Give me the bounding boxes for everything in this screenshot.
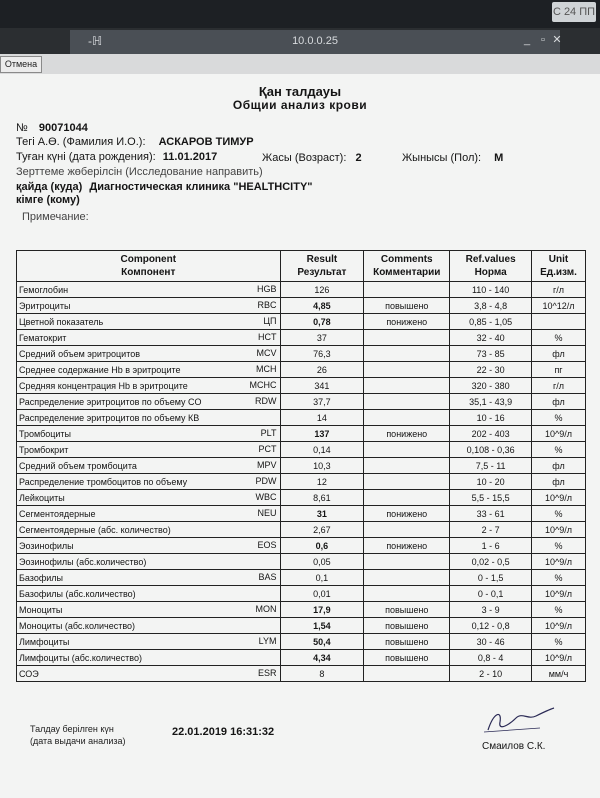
row-name [17, 522, 281, 538]
table-row [17, 426, 586, 442]
row-name-text: Тромбокрит [19, 444, 69, 455]
row-comment: повышено [364, 298, 450, 314]
row-name-text: Средняя концентрация Hb в эритроците [19, 380, 188, 391]
row-unit: 10^9/л [532, 650, 586, 666]
row-name-text: Тромбоциты [19, 428, 72, 439]
row-comment [364, 346, 450, 362]
table-row [17, 506, 586, 522]
row-code: MCHC [249, 380, 277, 390]
row-comment [364, 586, 450, 602]
table-row [17, 458, 586, 474]
issued-label-ru: (дата выдачи анализа) [30, 736, 126, 746]
row-ref: 35,1 - 43,9 [450, 394, 532, 410]
row-unit: % [532, 442, 586, 458]
row-comment [364, 666, 450, 682]
row-name-text: Распределение эритроцитов по объему КВ [19, 412, 200, 423]
row-comment: понижено [364, 426, 450, 442]
row-result: 4,34 [280, 650, 364, 666]
row-comment [364, 474, 450, 490]
table-row [17, 282, 586, 298]
comments-header: Comments Комментарии [364, 251, 450, 282]
row-comment [364, 522, 450, 538]
row-code: LYM [258, 636, 277, 646]
row-name-text: Базофилы (абс.количество) [19, 588, 136, 599]
table-row [17, 298, 586, 314]
row-name [17, 506, 281, 522]
row-result: 10,3 [280, 458, 364, 474]
row-code: HGB [257, 284, 277, 294]
table-row [17, 666, 586, 682]
row-ref: 0,108 - 0,36 [450, 442, 532, 458]
row-comment [364, 282, 450, 298]
result-header: Result Результат [280, 251, 364, 282]
row-comment: повышено [364, 602, 450, 618]
report-document [0, 74, 600, 798]
row-ref: 7,5 - 11 [450, 458, 532, 474]
sex-value: М [494, 152, 504, 164]
sex-line [402, 152, 503, 164]
row-comment [364, 410, 450, 426]
table-row [17, 474, 586, 490]
row-unit: 10^9/л [532, 426, 586, 442]
row-name-text: Сегментоядерные (абс. количество) [19, 524, 171, 535]
row-result: 0,14 [280, 442, 364, 458]
row-comment [364, 570, 450, 586]
row-result: 31 [280, 506, 364, 522]
top-badge: C 24 ПП [552, 2, 596, 22]
row-ref: 10 - 16 [450, 410, 532, 426]
row-result: 12 [280, 474, 364, 490]
row-code: PCT [258, 444, 277, 454]
table-row [17, 410, 586, 426]
row-comment: понижено [364, 506, 450, 522]
table-row [17, 394, 586, 410]
row-result: 0,05 [280, 554, 364, 570]
row-code: ESR [258, 668, 277, 678]
row-name [17, 346, 281, 362]
row-result: 8 [280, 666, 364, 682]
row-name-text: Гемоглобин [19, 284, 69, 295]
row-code: HCT [258, 332, 277, 342]
name-label: Тегі А.Ө. (Фамилия И.О.): [16, 136, 146, 148]
row-result: 14 [280, 410, 364, 426]
number-line [16, 122, 88, 134]
row-result: 137 [280, 426, 364, 442]
row-code: MON [255, 604, 277, 614]
row-name [17, 554, 281, 570]
table-row [17, 538, 586, 554]
row-name [17, 490, 281, 506]
minimize-icon[interactable]: _ [523, 34, 531, 46]
name-line [16, 136, 254, 148]
row-comment [364, 362, 450, 378]
row-name [17, 378, 281, 394]
row-name [17, 602, 281, 618]
row-name [17, 394, 281, 410]
row-name [17, 410, 281, 426]
remote-session-titlebar [70, 30, 560, 54]
patient-name: АСКАРОВ ТИМУР [158, 136, 254, 148]
row-comment [364, 554, 450, 570]
table-row [17, 602, 586, 618]
row-name-text: Цветной показатель [19, 316, 104, 327]
row-ref: 33 - 61 [450, 506, 532, 522]
row-name [17, 586, 281, 602]
pin-icon[interactable]: -ℍ [88, 34, 103, 48]
table-row [17, 346, 586, 362]
row-result: 0,01 [280, 586, 364, 602]
row-name-text: Средний объем эритроцитов [19, 348, 141, 359]
title-kz: Қан талдауы [258, 84, 342, 99]
row-code: PDW [255, 476, 277, 486]
note-label: Примечание: [22, 211, 89, 223]
row-name-text: Лимфоциты (абс.количество) [19, 652, 142, 663]
title-ru: Общии анализ крови [232, 98, 368, 112]
row-result: 2,67 [280, 522, 364, 538]
row-comment [364, 394, 450, 410]
row-name-text: Моноциты (абс.количество) [19, 620, 136, 631]
row-ref: 0,8 - 4 [450, 650, 532, 666]
table-row [17, 378, 586, 394]
row-code: MCV [256, 348, 277, 358]
row-unit: 10^9/л [532, 490, 586, 506]
row-ref: 10 - 20 [450, 474, 532, 490]
table-row [17, 490, 586, 506]
row-ref: 0,02 - 0,5 [450, 554, 532, 570]
row-name-text: Распределение эритроцитов по объему CO [19, 396, 202, 407]
row-ref: 1 - 6 [450, 538, 532, 554]
row-ref: 110 - 140 [450, 282, 532, 298]
row-result: 0,6 [280, 538, 364, 554]
row-unit: % [532, 538, 586, 554]
row-unit: фл [532, 458, 586, 474]
row-comment [364, 458, 450, 474]
row-code: ЦП [263, 316, 277, 326]
row-name-text: Гематокрит [19, 332, 67, 343]
desktop-strip [0, 0, 600, 28]
row-result: 0,78 [280, 314, 364, 330]
row-ref: 2 - 10 [450, 666, 532, 682]
unit-header: Unit Ед.изм. [532, 251, 586, 282]
row-result: 76,3 [280, 346, 364, 362]
row-unit: фл [532, 394, 586, 410]
age-line [262, 152, 362, 164]
issued-date: 22.01.2019 16:31:32 [172, 726, 275, 738]
row-name-text: Эозинофилы [19, 540, 74, 551]
whom-label: кімге (кому) [16, 194, 80, 206]
row-code: MPV [257, 460, 277, 470]
row-code: PLT [260, 428, 277, 438]
row-name [17, 298, 281, 314]
row-name [17, 634, 281, 650]
row-name-text: Лейкоциты [19, 492, 65, 503]
row-name [17, 362, 281, 378]
sex-label: Жынысы (Пол): [402, 152, 482, 164]
row-ref: 22 - 30 [450, 362, 532, 378]
age-value: 2 [355, 152, 362, 164]
row-name [17, 426, 281, 442]
age-label: Жасы (Возраст): [262, 152, 347, 164]
row-unit: пг [532, 362, 586, 378]
row-comment [364, 378, 450, 394]
row-result: 8,61 [280, 490, 364, 506]
row-code: BAS [258, 572, 277, 582]
component-header: Component Компонент [17, 251, 281, 282]
row-unit: % [532, 330, 586, 346]
row-unit: г/л [532, 282, 586, 298]
row-result: 4,85 [280, 298, 364, 314]
row-result: 17,9 [280, 602, 364, 618]
row-ref: 3,8 - 4,8 [450, 298, 532, 314]
row-unit: фл [532, 346, 586, 362]
row-code: EOS [257, 540, 277, 550]
where-label: қайда (куда) [16, 181, 83, 193]
window-title: 10.0.0.25 [292, 35, 338, 47]
row-ref: 320 - 380 [450, 378, 532, 394]
row-comment [364, 442, 450, 458]
row-ref: 32 - 40 [450, 330, 532, 346]
row-result: 50,4 [280, 634, 364, 650]
row-code: NEU [257, 508, 277, 518]
row-name [17, 650, 281, 666]
referral-line: Зерттеме жөберілсін (Исследование направить) [16, 166, 263, 178]
row-name [17, 666, 281, 682]
row-unit: 10^9/л [532, 554, 586, 570]
signature-mark [480, 704, 560, 736]
table-row [17, 330, 586, 346]
row-unit: % [532, 602, 586, 618]
row-code: RBC [257, 300, 277, 310]
row-comment: повышено [364, 650, 450, 666]
table-header-row [17, 251, 586, 282]
signer-name: Смаилов С.К. [482, 741, 546, 752]
row-result: 26 [280, 362, 364, 378]
row-name-text: Моноциты [19, 604, 63, 615]
row-unit: 10^12/л [532, 298, 586, 314]
row-name [17, 442, 281, 458]
table-row [17, 586, 586, 602]
row-name-text: Базофилы [19, 572, 63, 583]
row-name-text: Средний объем тромбоцита [19, 460, 137, 471]
row-result: 126 [280, 282, 364, 298]
row-unit: % [532, 634, 586, 650]
row-ref: 5,5 - 15,5 [450, 490, 532, 506]
number-value: 90071044 [38, 122, 88, 134]
row-name [17, 314, 281, 330]
dob-line [16, 151, 217, 163]
table-row [17, 314, 586, 330]
close-icon[interactable]: ✕ [552, 34, 562, 46]
row-code: RDW [255, 396, 277, 406]
row-result: 37 [280, 330, 364, 346]
row-comment: повышено [364, 618, 450, 634]
row-ref: 30 - 46 [450, 634, 532, 650]
table-row [17, 650, 586, 666]
row-name-text: Эритроциты [19, 300, 71, 311]
row-unit: мм/ч [532, 666, 586, 682]
row-unit [532, 314, 586, 330]
where-value: Диагностическая клиника "HEALTHCITY" [89, 181, 313, 193]
row-name [17, 618, 281, 634]
row-unit: фл [532, 474, 586, 490]
dob-value: 11.01.2017 [162, 151, 218, 163]
row-name-text: СОЭ [19, 668, 39, 679]
where-line [16, 181, 313, 193]
row-result: 341 [280, 378, 364, 394]
row-unit: % [532, 410, 586, 426]
dob-label: Туған күні (дата рождения): [16, 151, 156, 163]
row-result: 37,7 [280, 394, 364, 410]
number-label: № [16, 122, 28, 134]
row-name [17, 474, 281, 490]
row-comment [364, 490, 450, 506]
row-name [17, 538, 281, 554]
row-unit: % [532, 506, 586, 522]
row-comment: повышено [364, 634, 450, 650]
row-name [17, 570, 281, 586]
table-row [17, 442, 586, 458]
row-name-text: Сегментоядерные [19, 508, 96, 519]
cancel-button[interactable]: Отмена [0, 56, 42, 73]
table-row [17, 522, 586, 538]
results-table [16, 250, 586, 682]
row-ref: 0 - 0,1 [450, 586, 532, 602]
row-ref: 2 - 7 [450, 522, 532, 538]
row-name-text: Распределение тромбоцитов по объему [19, 476, 188, 487]
table-row [17, 554, 586, 570]
row-result: 0,1 [280, 570, 364, 586]
row-ref: 73 - 85 [450, 346, 532, 362]
row-unit: г/л [532, 378, 586, 394]
table-row [17, 570, 586, 586]
table-row [17, 362, 586, 378]
row-name [17, 330, 281, 346]
row-ref: 0 - 1,5 [450, 570, 532, 586]
row-unit: % [532, 570, 586, 586]
row-name-text: Эозинофилы (абс.количество) [19, 556, 147, 567]
row-result: 1,54 [280, 618, 364, 634]
app-toolbar [0, 54, 600, 74]
row-name [17, 458, 281, 474]
row-code: MCH [256, 364, 277, 374]
row-ref: 202 - 403 [450, 426, 532, 442]
row-ref: 3 - 9 [450, 602, 532, 618]
row-name-text: Среднее содержание Hb в эритроците [19, 364, 181, 375]
row-unit: 10^9/л [532, 618, 586, 634]
row-unit: 10^9/л [532, 522, 586, 538]
ref-header: Ref.values Норма [450, 251, 532, 282]
row-code: WBC [255, 492, 277, 502]
row-unit: 10^9/л [532, 586, 586, 602]
row-name [17, 282, 281, 298]
row-comment: понижено [364, 538, 450, 554]
table-row [17, 634, 586, 650]
table-row [17, 618, 586, 634]
row-ref: 0,85 - 1,05 [450, 314, 532, 330]
row-name-text: Лимфоциты [19, 636, 70, 647]
row-comment [364, 330, 450, 346]
issued-label-kz: Талдау берілген күн [30, 724, 114, 734]
row-ref: 0,12 - 0,8 [450, 618, 532, 634]
restore-icon[interactable]: ▫ [541, 34, 545, 46]
row-comment: понижено [364, 314, 450, 330]
